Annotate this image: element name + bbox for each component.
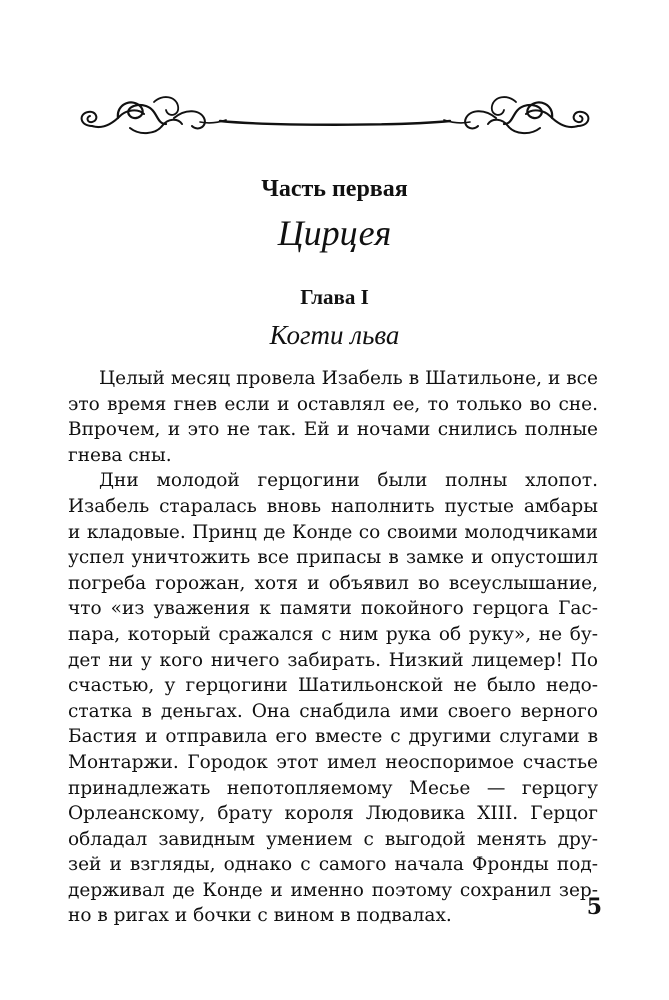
text-line: дет ни у кого ничего забирать. Низкий лицемер! По: [68, 649, 598, 671]
text-line: Впрочем, и это не так. Ей и ночами снились полные: [68, 419, 598, 441]
text-line: успел уничтожить все припасы в замке и опустошил: [68, 547, 598, 569]
text-line: Дни молодой герцогини были полны хлопот.: [99, 470, 598, 492]
text-line: Целый месяц провела Изабель в Шатильоне, и все: [99, 368, 598, 389]
text-line: Бастия и отправила его вместе с другими слугами в: [68, 726, 598, 748]
text-line: счастью, у герцогини Шатильонской не было недо-: [68, 675, 598, 697]
text-line: пара, который сражался с ним рука об руку», не бу-: [68, 623, 598, 645]
page-number: 5: [586, 894, 602, 920]
text-line: и кладовые. Принц де Конде со своими молодчиками: [68, 521, 598, 543]
text-line: Орлеанскому, брату короля Людовика XIII. Герцог: [68, 803, 598, 825]
chapter-label: Глава I: [300, 285, 369, 309]
text-line: но в ригах и бочки с вином в подвалах.: [68, 905, 452, 927]
text-line: держивал де Конде и именно поэтому сохранил зер-: [68, 879, 598, 901]
text-line: погреба горожан, хотя и объявил во всеуслышание,: [68, 572, 598, 594]
part-title: Цирцея: [277, 213, 392, 253]
text-line: Монтаржи. Городок этот имел неоспоримое счастье: [68, 751, 598, 773]
text-line: гнева сны.: [68, 444, 172, 466]
text-line: принадлежать непотопляемому Месье — герцогу: [68, 777, 598, 799]
text-line: что «из уважения к памяти покойного герцога Гас-: [68, 598, 598, 620]
text-line: обладал завидным умением с выгодой менять дру-: [68, 828, 598, 850]
chapter-title: Когти льва: [269, 320, 400, 350]
text-line: зей и взгляды, однако с самого начала Фронды под-: [68, 854, 598, 876]
decorative-flourish-ornament: [70, 88, 600, 148]
text-line: Изабель старалась вновь наполнить пустые амбары: [68, 495, 598, 517]
chapter-body-text: [68, 366, 598, 929]
part-label: Часть первая: [261, 176, 408, 202]
text-line: статка в деньгах. Она снабдила ими своего верного: [68, 700, 598, 722]
text-line: это время гнев если и оставлял ее, то только во сне.: [68, 393, 598, 415]
